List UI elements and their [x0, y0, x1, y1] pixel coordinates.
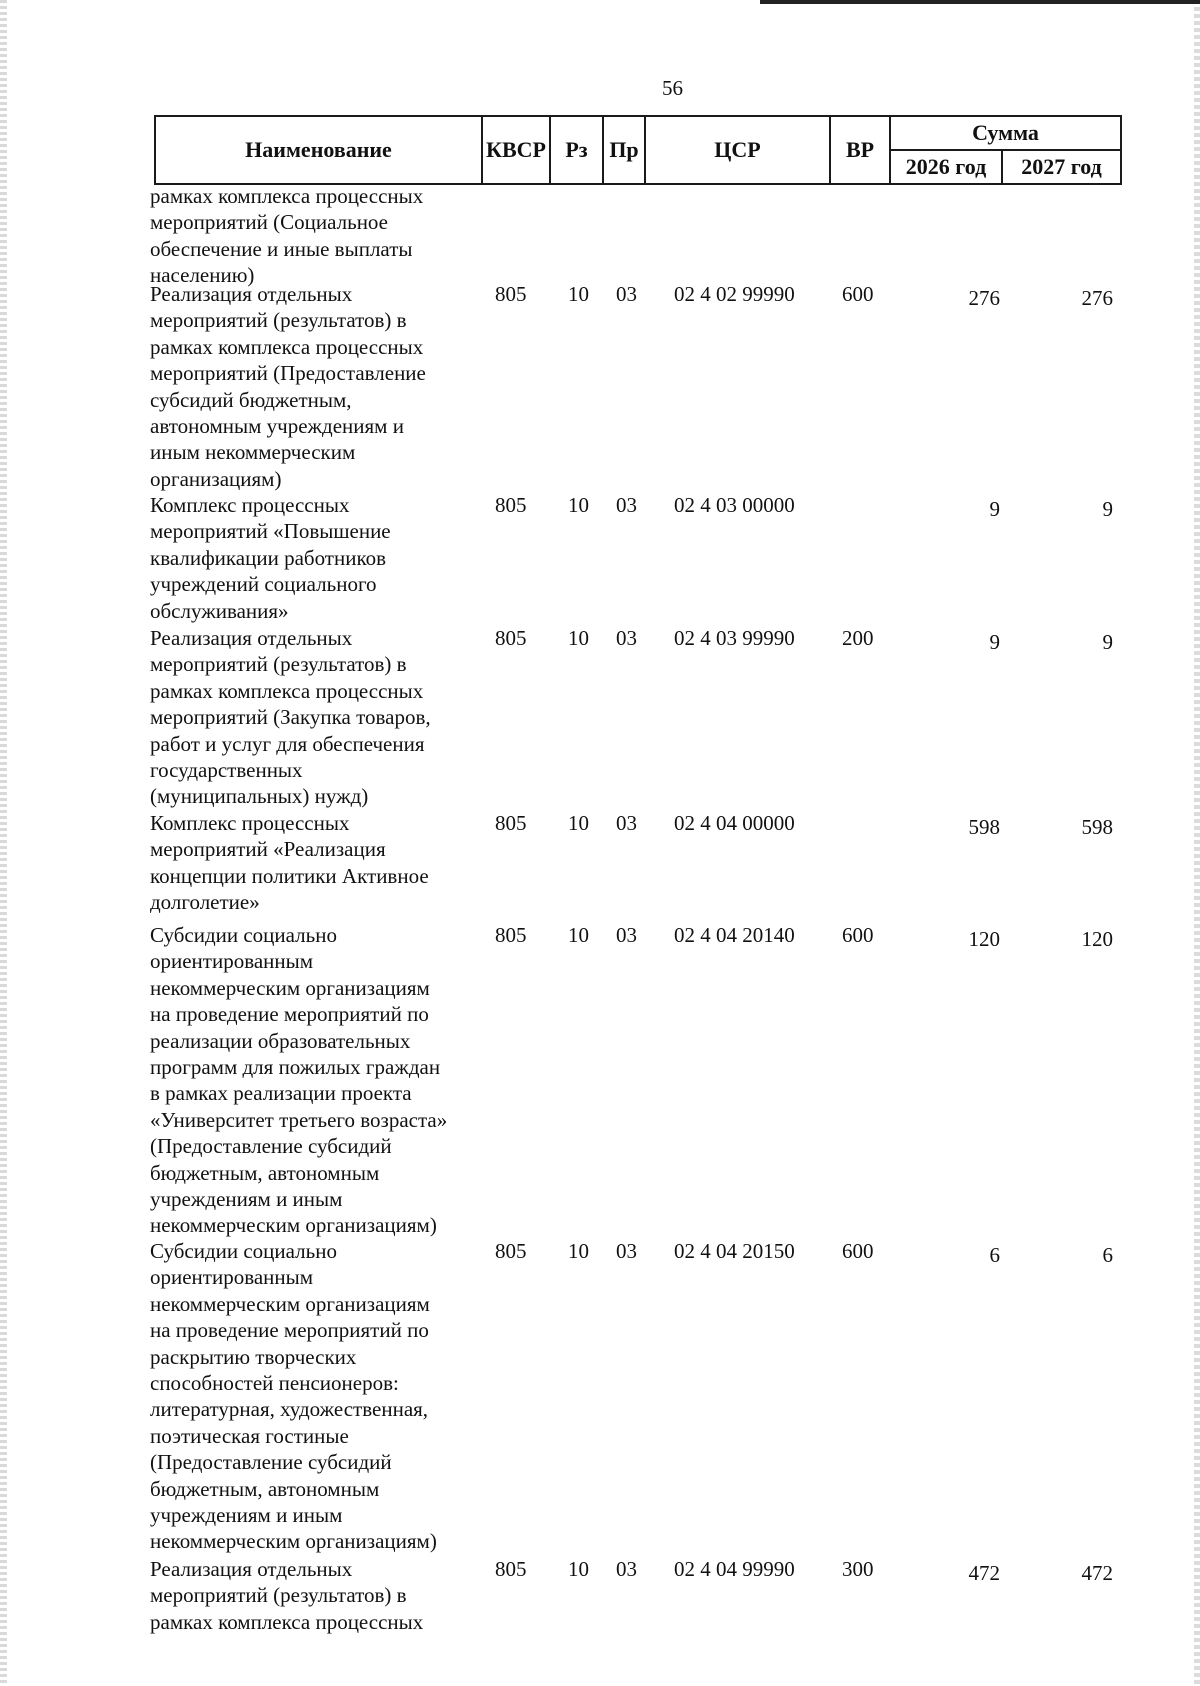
row-name-line: (муниципальных) нужд): [150, 784, 369, 809]
row-kvsr: 805: [495, 1557, 527, 1581]
row-name: [150, 1238, 480, 1555]
row-amount-2026: 120: [968, 927, 1000, 951]
row-name-line: обслуживания»: [150, 598, 289, 623]
row-name-line: иным некоммерческим: [150, 440, 356, 465]
row-name-line: государственных: [150, 758, 303, 783]
row-name-line: автономным учреждениям и: [150, 414, 404, 439]
row-name-line: мероприятий «Повышение: [150, 519, 391, 544]
row-name-line: бюджетным, автономным: [150, 1160, 380, 1185]
row-name-line: Комплекс процессных: [150, 493, 350, 517]
row-name-line: субсидий бюджетным,: [150, 387, 352, 412]
row-name-line: мероприятий «Реализация: [150, 837, 386, 862]
row-csr: 02 4 04 99990: [674, 1557, 795, 1581]
row-rz: 10: [568, 1239, 589, 1263]
row-name-line: некоммерческим организациям): [150, 1213, 437, 1238]
row-name-line: работ и услуг для обеспечения: [150, 731, 425, 756]
row-rz: 10: [568, 282, 589, 306]
row-name: [150, 625, 480, 810]
row-name: [150, 922, 480, 1239]
row-kvsr: 805: [495, 923, 527, 947]
page-number: 56: [662, 76, 683, 100]
row-rz: 10: [568, 493, 589, 517]
row-amount-2027: 9: [1102, 630, 1113, 654]
row-name-line: мероприятий (результатов) в: [150, 652, 407, 677]
header-pr: Пр: [604, 117, 646, 183]
row-pr: 03: [616, 923, 637, 947]
row-rz: 10: [568, 626, 589, 650]
row-amount-2027: 598: [1081, 815, 1113, 839]
row-name-line: на проведение мероприятий по: [150, 1002, 429, 1027]
row-name-line: организациям): [150, 466, 282, 491]
row-name-line: рамках комплекса процессных: [150, 1609, 424, 1634]
row-vr: 200: [842, 626, 874, 650]
row-name: [150, 492, 480, 624]
row-name-line: мероприятий (Предоставление: [150, 361, 426, 386]
row-csr: 02 4 03 00000: [674, 493, 795, 517]
row-name-line: раскрытию творческих: [150, 1344, 357, 1369]
row-name-line: (Предоставление субсидий: [150, 1134, 392, 1159]
row-name-line: рамках комплекса процессных: [150, 678, 424, 703]
row-amount-2027: 120: [1081, 927, 1113, 951]
row-name-line: Реализация отдельных: [150, 1557, 353, 1581]
row-name-line: поэтическая гостиные: [150, 1423, 349, 1448]
row-name-line: «Университет третьего возраста»: [150, 1107, 448, 1132]
row-amount-2026: 472: [968, 1561, 1000, 1585]
row-csr: 02 4 04 00000: [674, 811, 795, 835]
row-vr: 600: [842, 282, 874, 306]
row-csr: 02 4 02 99990: [674, 282, 795, 306]
row-name-line: населению): [150, 263, 255, 288]
header-vr: ВР: [831, 117, 891, 183]
row-name-line: Комплекс процессных: [150, 811, 350, 835]
row-amount-2026: 9: [989, 630, 1000, 654]
row-rz: 10: [568, 811, 589, 835]
row-amount-2026: 276: [968, 286, 1000, 310]
scan-edge-left: [0, 0, 7, 1686]
header-sum-group: [891, 117, 1120, 183]
row-amount-2027: 6: [1102, 1243, 1113, 1267]
row-name-line: некоммерческим организациям): [150, 1529, 437, 1554]
row-kvsr: 805: [495, 1239, 527, 1263]
row-name-line: рамках комплекса процессных: [150, 334, 424, 359]
header-rz: Рз: [551, 117, 604, 183]
row-name-line: некоммерческим организациям: [150, 975, 430, 1000]
row-name-line: литературная, художественная,: [150, 1397, 429, 1422]
row-name-line: Субсидии социально: [150, 1239, 337, 1263]
row-name-line: мероприятий (результатов) в: [150, 1583, 407, 1608]
row-amount-2027: 276: [1081, 286, 1113, 310]
row-name-line: рамках комплекса процессных: [150, 184, 424, 208]
row-name-line: Реализация отдельных: [150, 626, 353, 650]
row-vr: 300: [842, 1557, 874, 1581]
header-year-2026: 2026 год: [891, 151, 1003, 183]
row-name-line: квалификации работников: [150, 545, 387, 570]
row-pr: 03: [616, 811, 637, 835]
row-name-line: (Предоставление субсидий: [150, 1450, 392, 1475]
row-name-line: бюджетным, автономным: [150, 1476, 380, 1501]
row-name-line: концепции политики Активное: [150, 863, 429, 888]
row-name-line: Субсидии социально: [150, 923, 337, 947]
header-name: Наименование: [156, 117, 483, 183]
row-name: [150, 810, 480, 916]
row-amount-2026: 6: [989, 1243, 1000, 1267]
header-year-2027: 2027 год: [1021, 154, 1102, 179]
row-amount-2026: 598: [968, 815, 1000, 839]
row-name-line: некоммерческим организациям: [150, 1291, 430, 1316]
row-csr: 02 4 04 20150: [674, 1239, 795, 1263]
row-name: [150, 1556, 480, 1635]
row-csr: 02 4 03 99990: [674, 626, 795, 650]
scan-edge-top: [760, 0, 1200, 4]
header-csr: ЦСР: [646, 117, 831, 183]
row-pr: 03: [616, 282, 637, 306]
row-name-line: долголетие»: [150, 890, 260, 915]
row-name: [150, 281, 480, 492]
row-pr: 03: [616, 1557, 637, 1581]
row-kvsr: 805: [495, 282, 527, 306]
scan-edge-right: [1194, 0, 1200, 1686]
row-name-line: мероприятий (Закупка товаров,: [150, 705, 431, 730]
row-pr: 03: [616, 493, 637, 517]
table-header: [154, 115, 1122, 185]
row-name-line: на проведение мероприятий по: [150, 1318, 429, 1343]
row-kvsr: 805: [495, 493, 527, 517]
row-csr: 02 4 04 20140: [674, 923, 795, 947]
row-name-line: реализации образовательных: [150, 1028, 411, 1053]
row-rz: 10: [568, 923, 589, 947]
row-name-line: учреждениям и иным: [150, 1187, 343, 1212]
header-sum: Сумма: [891, 117, 1120, 151]
row-name-line: способностей пенсионеров:: [150, 1371, 399, 1396]
row-pr: 03: [616, 626, 637, 650]
row-amount-2026: 9: [989, 497, 1000, 521]
row-name-line: мероприятий (результатов) в: [150, 308, 407, 333]
row-kvsr: 805: [495, 811, 527, 835]
row-vr: 600: [842, 1239, 874, 1263]
row-name-line: обеспечение и иные выплаты: [150, 236, 413, 261]
row-name-line: программ для пожилых граждан: [150, 1055, 441, 1080]
row-kvsr: 805: [495, 626, 527, 650]
row-name-line: ориентированным: [150, 949, 314, 974]
row-amount-2027: 9: [1102, 497, 1113, 521]
row-name-line: учреждений социального: [150, 572, 377, 597]
row-name-line: учреждениям и иным: [150, 1503, 343, 1528]
row-amount-2027: 472: [1081, 1561, 1113, 1585]
header-kvsr: КВСР: [483, 117, 551, 183]
row-rz: 10: [568, 1557, 589, 1581]
row-name-line: Реализация отдельных: [150, 282, 353, 306]
row-pr: 03: [616, 1239, 637, 1263]
row-name-line: в рамках реализации проекта: [150, 1081, 412, 1106]
row-name-line: ориентированным: [150, 1265, 314, 1290]
row-name: [150, 183, 480, 289]
row-name-line: мероприятий (Социальное: [150, 210, 389, 235]
row-vr: 600: [842, 923, 874, 947]
